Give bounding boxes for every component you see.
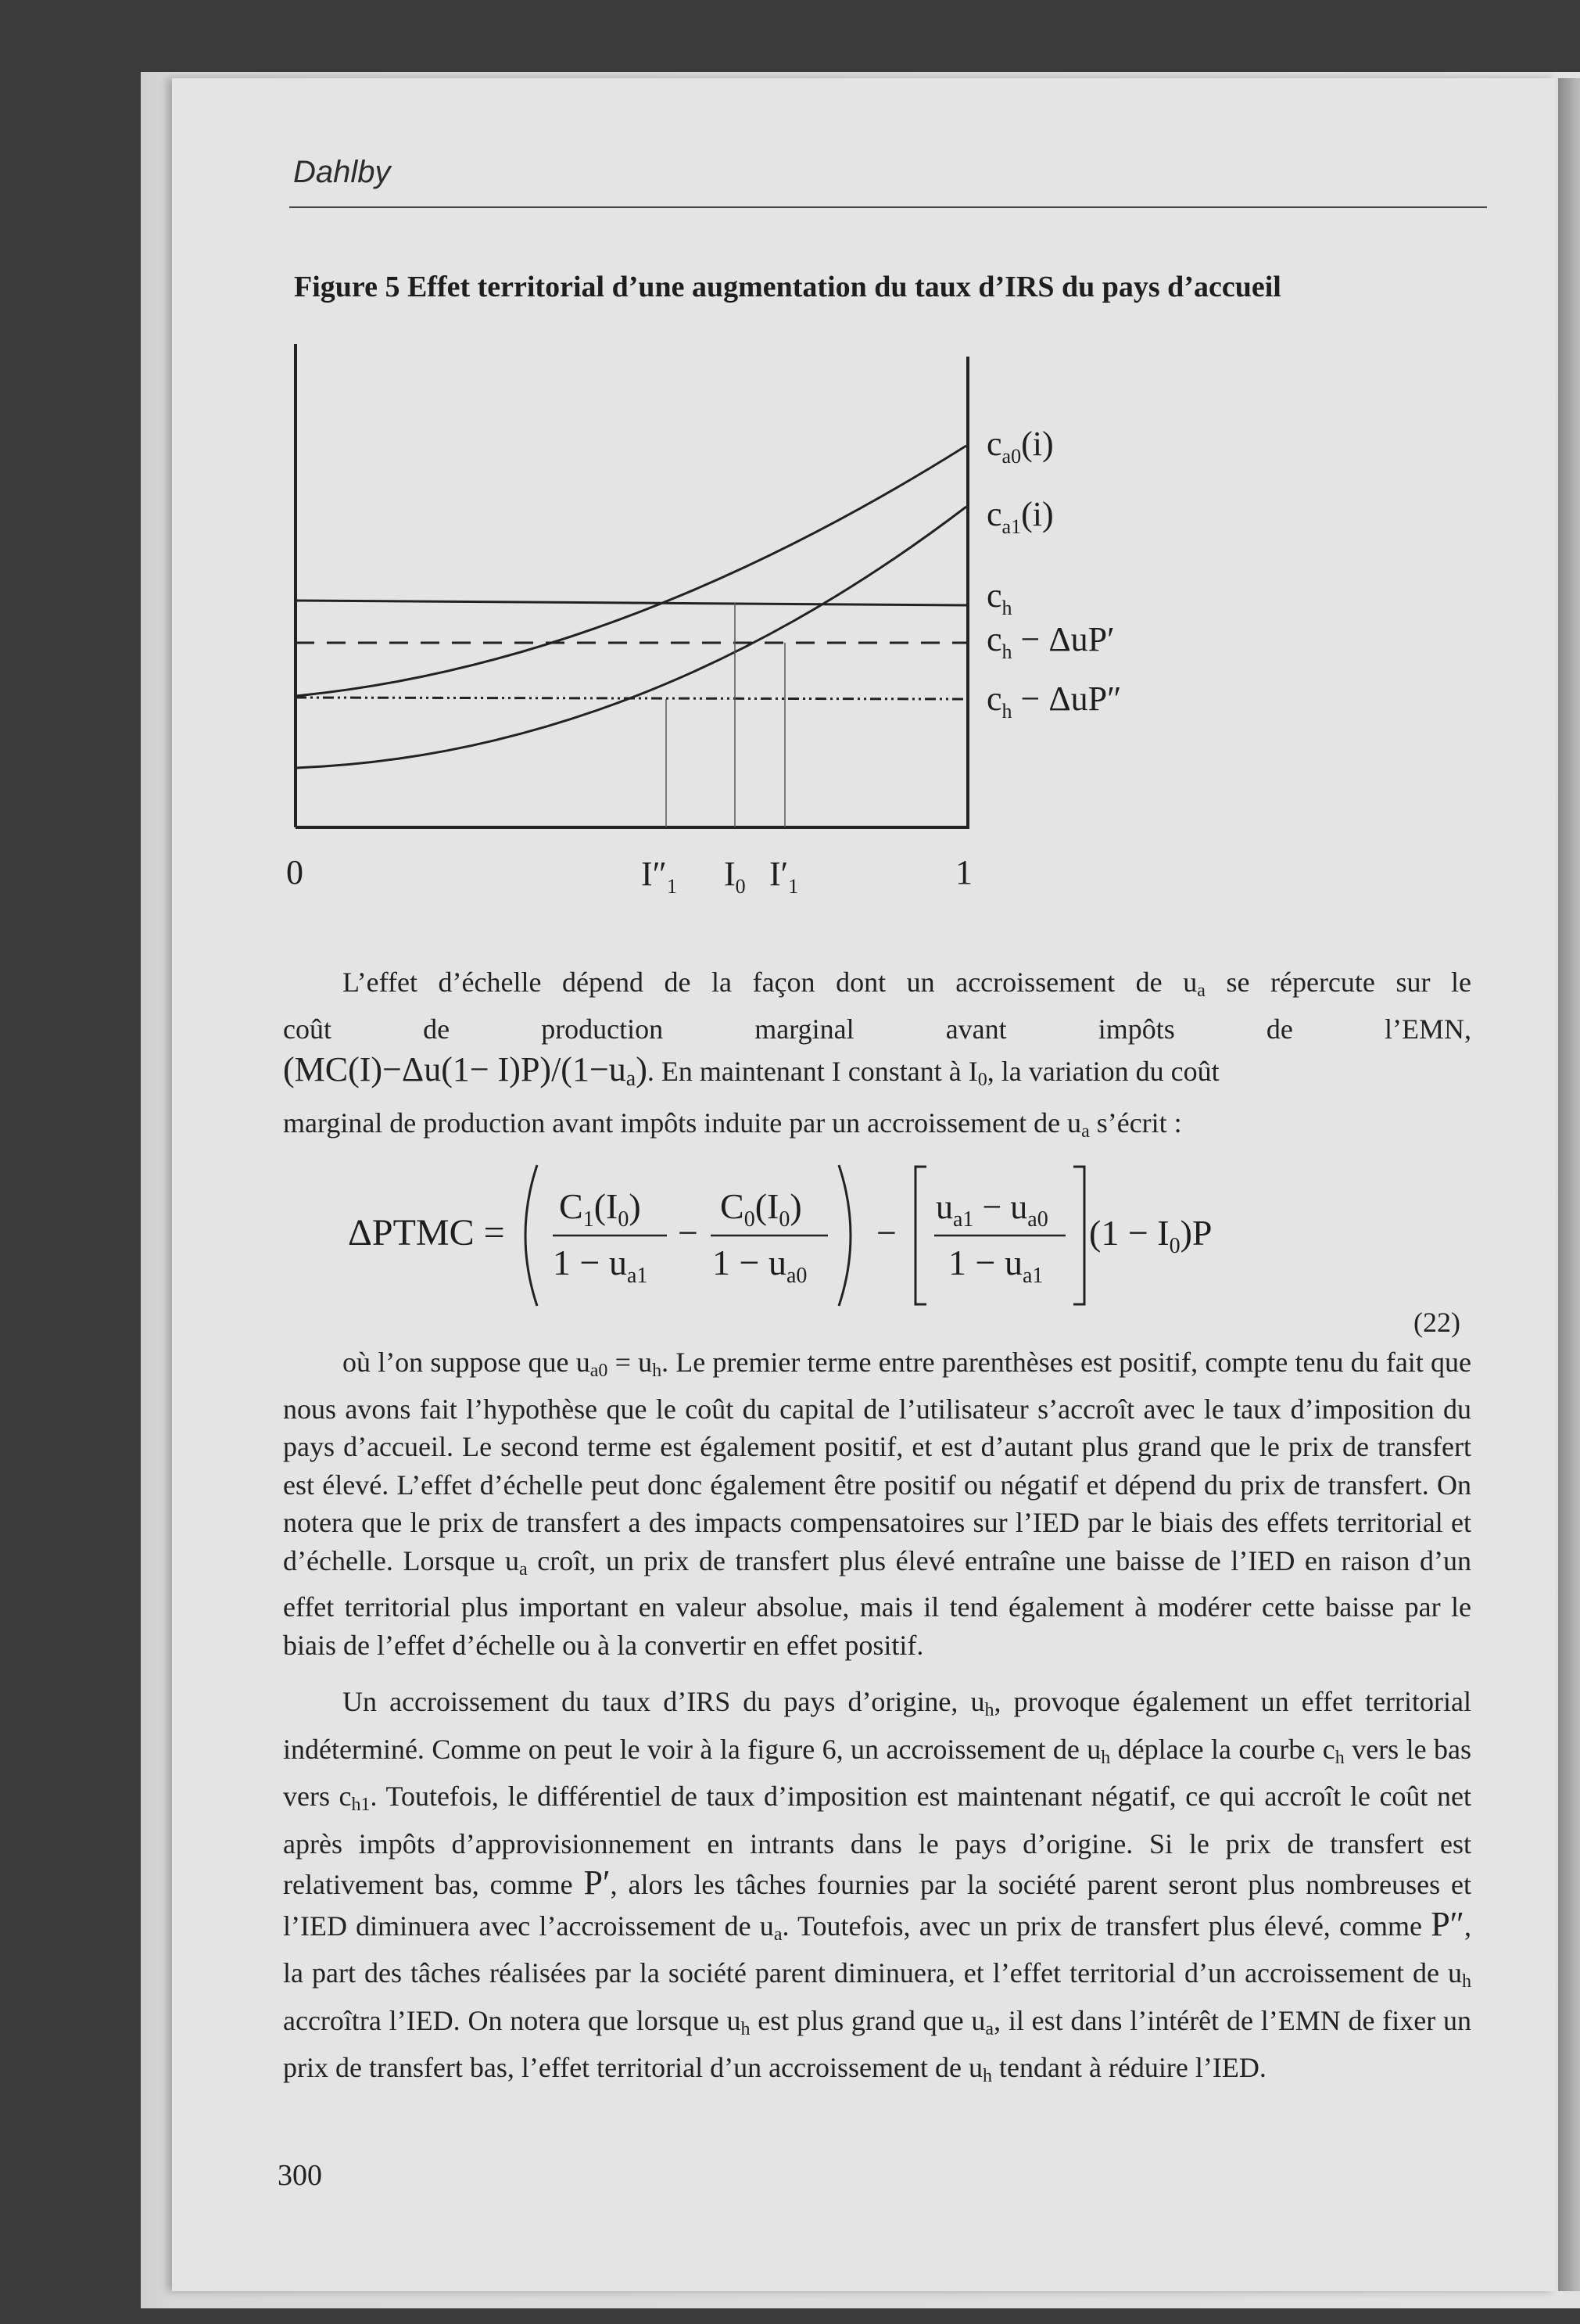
figure-5-chart	[286, 336, 1122, 931]
equation-22	[348, 1157, 1286, 1314]
eq-paren-right	[839, 1165, 851, 1306]
eq-lhs: ΔPTMC =	[348, 1212, 505, 1253]
paragraph-2	[283, 1343, 1471, 1664]
curve-ca1	[296, 507, 966, 768]
figure-caption: Figure 5 Effet territorial d’une augmentation du taux d’IRS du pays d’accueil	[294, 271, 1281, 303]
label-ch-minus-du-p2: $c_h - \Delta uP''$	[987, 680, 1122, 723]
p2-text: où l’on suppose que $u_{a0} = u_h$. Le premier terme entre parenthèses est positif, compte tenu du fait que nous avons fait l’hypothèse que le coût du capital de l’utilisateur s’accroît avec le taux d’imposition du pays d’accueil. Le second terme est également positif, et est d’autant plus grand que le prix de transfert est élevé. L’effet d’échelle peut donc également être positif ou négatif et dépend du prix de transfert. On notera que le prix de transfert a des impacts compensatoires sur l’IED par le biais des effets territorial et d’échelle. Lorsque $u_a$ croît, un prix de transfert plus élevé entraîne une baisse de l’IED en raison d’un effet territorial plus important en valeur absolue, mais il tend également à modérer cette baisse par le biais de l’effet d’échelle ou à la convertir en effet positif.	[283, 1347, 1472, 1661]
p1-line-2: coût de production marginal avant impôts de l’EMN,	[283, 1013, 1471, 1045]
eq-paren-left	[525, 1165, 537, 1306]
eq-minus-2: −	[876, 1213, 897, 1253]
page-edge	[1558, 78, 1580, 2291]
eq-den-2: $1 - u_{a0}$	[712, 1243, 808, 1288]
axis-label-i1pp: $I''_1$	[641, 855, 677, 898]
eq-minus-1: −	[678, 1213, 698, 1253]
symbol-p-prime: P′	[583, 1863, 611, 1902]
page-number: 300	[278, 2159, 322, 2192]
eq-num-c1: $C_1(I_0)$	[559, 1186, 641, 1232]
eq-num-c0: $C_0(I_0)$	[720, 1186, 802, 1232]
paragraph-1	[283, 963, 1471, 1150]
inline-formula-mc: (MC(I)−Δu(1− I)P)/(1−u	[283, 1050, 626, 1088]
paragraph-3	[283, 1683, 1471, 2096]
running-header: Dahlby	[293, 155, 391, 189]
p1-line-3: $(MC(I)-\Delta u(1- I)P)/(1-u_a)$. En maintenant I constant à $I_0$, la variation du coût	[283, 1050, 1220, 1091]
curve-ca0	[296, 446, 966, 696]
eq-den-3: $1 - u_{a1}$	[948, 1243, 1044, 1288]
eq-den-1: $1 - u_{a1}$	[553, 1243, 648, 1288]
label-ca0: $c_{a0}(i)$	[987, 425, 1054, 468]
label-ch: $c_h$	[987, 576, 1012, 619]
p1-line-4: marginal de production avant impôts induite par un accroissement de $u_a$ s’écrit :	[283, 1106, 1182, 1142]
header-rule	[289, 206, 1487, 208]
axis-label-i0: $I_0$	[724, 855, 746, 898]
line-ch	[296, 601, 968, 605]
p1-line-1: L’effet d’échelle dépend de la façon dont un accroissement de $u_a$ se répercute sur le	[342, 967, 1471, 1001]
label-ca1: $c_{a1}(i)$	[987, 495, 1054, 538]
eq-num-3: $u_{a1} - u_{a0}$	[936, 1188, 1048, 1232]
axis-label-origin: 0	[286, 853, 303, 891]
p3-text: Un accroissement du taux d’IRS du pays d’origine, $u_h$, provoque également un effet territorial indéterminé. Comme on peut le voir à la figure 6, un accroissement de $u_h$ déplace la courbe $c_h$ vers le bas vers $c_{h1}$. Toutefois, le différentiel de taux d’imposition est maintenant négatif, ce qui accroît le coût net après impôts d’approvisionnement en intrants dans le pays d’origine. Si le prix de transfert est relativement bas, comme P′, alors les tâches fournies par la société parent seront plus nombreuses et l’IED diminuera avec l’accroissement de $u_a$. Toutefois, avec un prix de transfert plus élevé, comme P″, la part des tâches réalisées par la société parent diminuera, et l’effet territorial d’un accroissement de $u_h$ accroîtra l’IED. On notera que lorsque $u_h$ est plus grand que $u_a$, il est dans l’intérêt de l’EMN de fixer un prix de transfert bas, l’effet territorial d’un accroissement de $u_h$ tendant à réduire l’IED.	[283, 1686, 1472, 2086]
eq-bracket-right	[1073, 1167, 1084, 1304]
symbol-p-double-prime: P″	[1431, 1904, 1464, 1943]
equation-number: (22)	[1413, 1307, 1460, 1338]
axis-label-end: 1	[955, 853, 973, 891]
eq-bracket-left	[915, 1167, 926, 1304]
label-ch-minus-du-p1: $c_h - \Delta uP'$	[987, 620, 1115, 663]
axis-label-i1p: $I'_1$	[769, 855, 799, 898]
eq-tail: $(1 - I_0)P$	[1089, 1213, 1213, 1258]
